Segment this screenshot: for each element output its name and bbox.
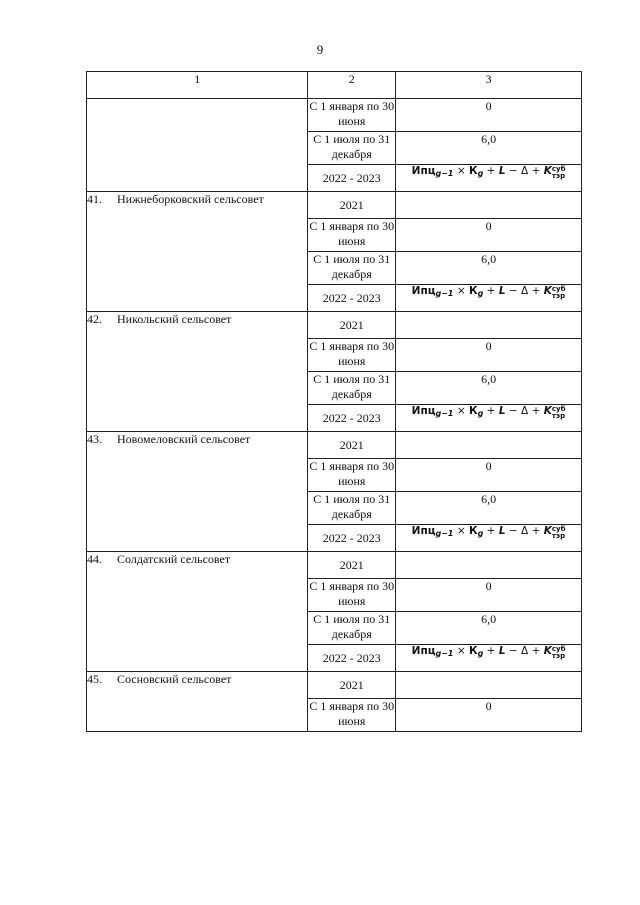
formula-kt-sub: тэр — [551, 532, 566, 540]
entry-number: 44. — [87, 552, 102, 566]
formula-minus: − — [508, 525, 518, 537]
table-row — [87, 552, 582, 579]
formula-kt-sub: тэр — [551, 172, 566, 180]
header-row — [87, 72, 582, 99]
formula-plus: + — [531, 285, 541, 297]
municipality-name: Нижнеборковский сельсовет — [117, 192, 264, 206]
page-number: 9 — [316, 42, 324, 57]
value-cell: 6,0 — [396, 372, 582, 405]
formula-kt-sub: тэр — [551, 292, 566, 300]
municipality-cell — [87, 552, 308, 672]
formula-plus: + — [486, 285, 496, 297]
period-cell: С 1 июля по 31 декабря — [308, 252, 396, 285]
period-cell: 2022 - 2023 — [308, 525, 396, 552]
value-cell: 0 — [396, 699, 582, 732]
formula-k-sub: g — [477, 529, 484, 538]
period-cell: 2021 — [308, 192, 396, 219]
formula-base-sub: g−1 — [435, 529, 454, 538]
formula-plus: + — [531, 405, 541, 417]
value-cell: 6,0 — [396, 132, 582, 165]
formula-k: К — [469, 525, 478, 537]
period-cell: 2022 - 2023 — [308, 405, 396, 432]
formula-delta: Δ — [521, 645, 529, 657]
formula-base: Ипц — [411, 405, 436, 417]
header-cell-1: 1 — [87, 72, 308, 99]
formula-times: × — [456, 405, 466, 417]
period-cell: С 1 июля по 31 декабря — [308, 612, 396, 645]
municipality-name: Сосновский сельсовет — [117, 672, 232, 686]
formula-l: L — [498, 525, 506, 537]
formula-cell — [396, 165, 582, 192]
period-cell: С 1 января по 30 июня — [308, 339, 396, 372]
value-cell: 0 — [396, 339, 582, 372]
formula-base-sub: g−1 — [435, 649, 454, 658]
header-cell-3: 3 — [396, 72, 582, 99]
formula-base-sub: g−1 — [435, 409, 454, 418]
formula-kt-indices — [552, 646, 566, 660]
period-cell: С 1 января по 30 июня — [308, 99, 396, 132]
municipality-name: Солдатский сельсовет — [117, 552, 231, 566]
formula-plus: + — [531, 165, 541, 177]
header-cell-2: 2 — [308, 72, 396, 99]
period-cell: С 1 июля по 31 декабря — [308, 492, 396, 525]
formula-kt: K — [543, 525, 552, 537]
formula-kt-sub: тэр — [551, 652, 566, 660]
formula-kt: K — [543, 165, 552, 177]
table-row — [87, 312, 582, 339]
formula-k-sub: g — [477, 169, 484, 178]
period-cell: 2022 - 2023 — [308, 645, 396, 672]
period-cell: С 1 июля по 31 декабря — [308, 132, 396, 165]
period-cell: С 1 января по 30 июня — [308, 579, 396, 612]
period-cell: 2021 — [308, 312, 396, 339]
formula-kt: K — [543, 405, 552, 417]
formula-plus: + — [531, 525, 541, 537]
municipality-cell — [87, 192, 308, 312]
entry-number: 41. — [87, 192, 102, 206]
value-cell: 6,0 — [396, 252, 582, 285]
entry-number: 42. — [87, 312, 102, 326]
period-cell: С 1 января по 30 июня — [308, 459, 396, 492]
formula-kt-indices — [552, 526, 566, 540]
formula-cell — [396, 285, 582, 312]
table-row — [87, 192, 582, 219]
formula-l: L — [498, 165, 506, 177]
formula-minus: − — [508, 405, 518, 417]
formula-minus: − — [508, 645, 518, 657]
formula-minus: − — [508, 165, 518, 177]
formula-delta: Δ — [521, 405, 529, 417]
entry-number: 45. — [87, 672, 102, 686]
formula-kt: K — [543, 285, 552, 297]
formula-l: L — [498, 285, 506, 297]
formula-plus: + — [486, 165, 496, 177]
formula-k-sub: g — [477, 649, 484, 658]
value-cell: 6,0 — [396, 492, 582, 525]
formula-base: Ипц — [411, 285, 436, 297]
formula-kt-sub: тэр — [551, 412, 566, 420]
formula-base-sub: g−1 — [435, 169, 454, 178]
formula-base-sub: g−1 — [435, 289, 454, 298]
formula-plus: + — [486, 645, 496, 657]
formula-base: Ипц — [411, 525, 436, 537]
period-cell: С 1 января по 30 июня — [308, 699, 396, 732]
formula-k: К — [469, 285, 478, 297]
formula-k: К — [469, 405, 478, 417]
formula-minus: − — [508, 285, 518, 297]
tariff-table — [86, 71, 582, 732]
period-cell: 2022 - 2023 — [308, 165, 396, 192]
value-cell — [396, 312, 582, 339]
municipality-name: Никольский сельсовет — [117, 312, 232, 326]
value-cell: 0 — [396, 459, 582, 492]
formula-delta: Δ — [521, 525, 529, 537]
formula-base: Ипц — [411, 645, 436, 657]
period-cell: 2021 — [308, 552, 396, 579]
formula-plus: + — [531, 645, 541, 657]
formula-delta: Δ — [521, 285, 529, 297]
period-cell: 2022 - 2023 — [308, 285, 396, 312]
value-cell — [396, 192, 582, 219]
formula-kt: K — [543, 645, 552, 657]
value-cell: 0 — [396, 219, 582, 252]
table-row — [87, 99, 582, 132]
municipality-cell — [87, 312, 308, 432]
value-cell — [396, 432, 582, 459]
period-cell: 2021 — [308, 432, 396, 459]
value-cell — [396, 672, 582, 699]
formula-kt-sup: суб — [551, 525, 566, 533]
municipality-cell — [87, 432, 308, 552]
formula-cell — [396, 525, 582, 552]
value-cell: 0 — [396, 579, 582, 612]
formula-plus: + — [486, 405, 496, 417]
period-cell: С 1 января по 30 июня — [308, 219, 396, 252]
formula-kt-sup: суб — [551, 285, 566, 293]
formula-times: × — [456, 285, 466, 297]
formula-times: × — [456, 525, 466, 537]
formula-cell — [396, 645, 582, 672]
formula-k: К — [469, 645, 478, 657]
formula-kt-indices — [552, 286, 566, 300]
formula-times: × — [456, 165, 466, 177]
table-body — [87, 72, 582, 732]
formula-k-sub: g — [477, 409, 484, 418]
table-row — [87, 672, 582, 699]
formula-kt-sup: суб — [551, 645, 566, 653]
formula-l: L — [498, 405, 506, 417]
formula-k-sub: g — [477, 289, 484, 298]
formula-cell — [396, 405, 582, 432]
formula-l: L — [498, 645, 506, 657]
formula-delta: Δ — [521, 165, 529, 177]
formula-kt-indices — [552, 166, 566, 180]
formula-base: Ипц — [411, 165, 436, 177]
formula-k: К — [469, 165, 478, 177]
value-cell — [396, 552, 582, 579]
value-cell: 0 — [396, 99, 582, 132]
period-cell: С 1 июля по 31 декабря — [308, 372, 396, 405]
period-cell: 2021 — [308, 672, 396, 699]
name-cell-empty — [87, 99, 308, 192]
formula-kt-sup: суб — [551, 165, 566, 173]
formula-times: × — [456, 645, 466, 657]
entry-number: 43. — [87, 432, 102, 446]
municipality-cell — [87, 672, 308, 732]
formula-plus: + — [486, 525, 496, 537]
municipality-name: Новомеловский сельсовет — [117, 432, 251, 446]
value-cell: 6,0 — [396, 612, 582, 645]
formula-kt-indices — [552, 406, 566, 420]
formula-kt-sup: суб — [551, 405, 566, 413]
table-row — [87, 432, 582, 459]
